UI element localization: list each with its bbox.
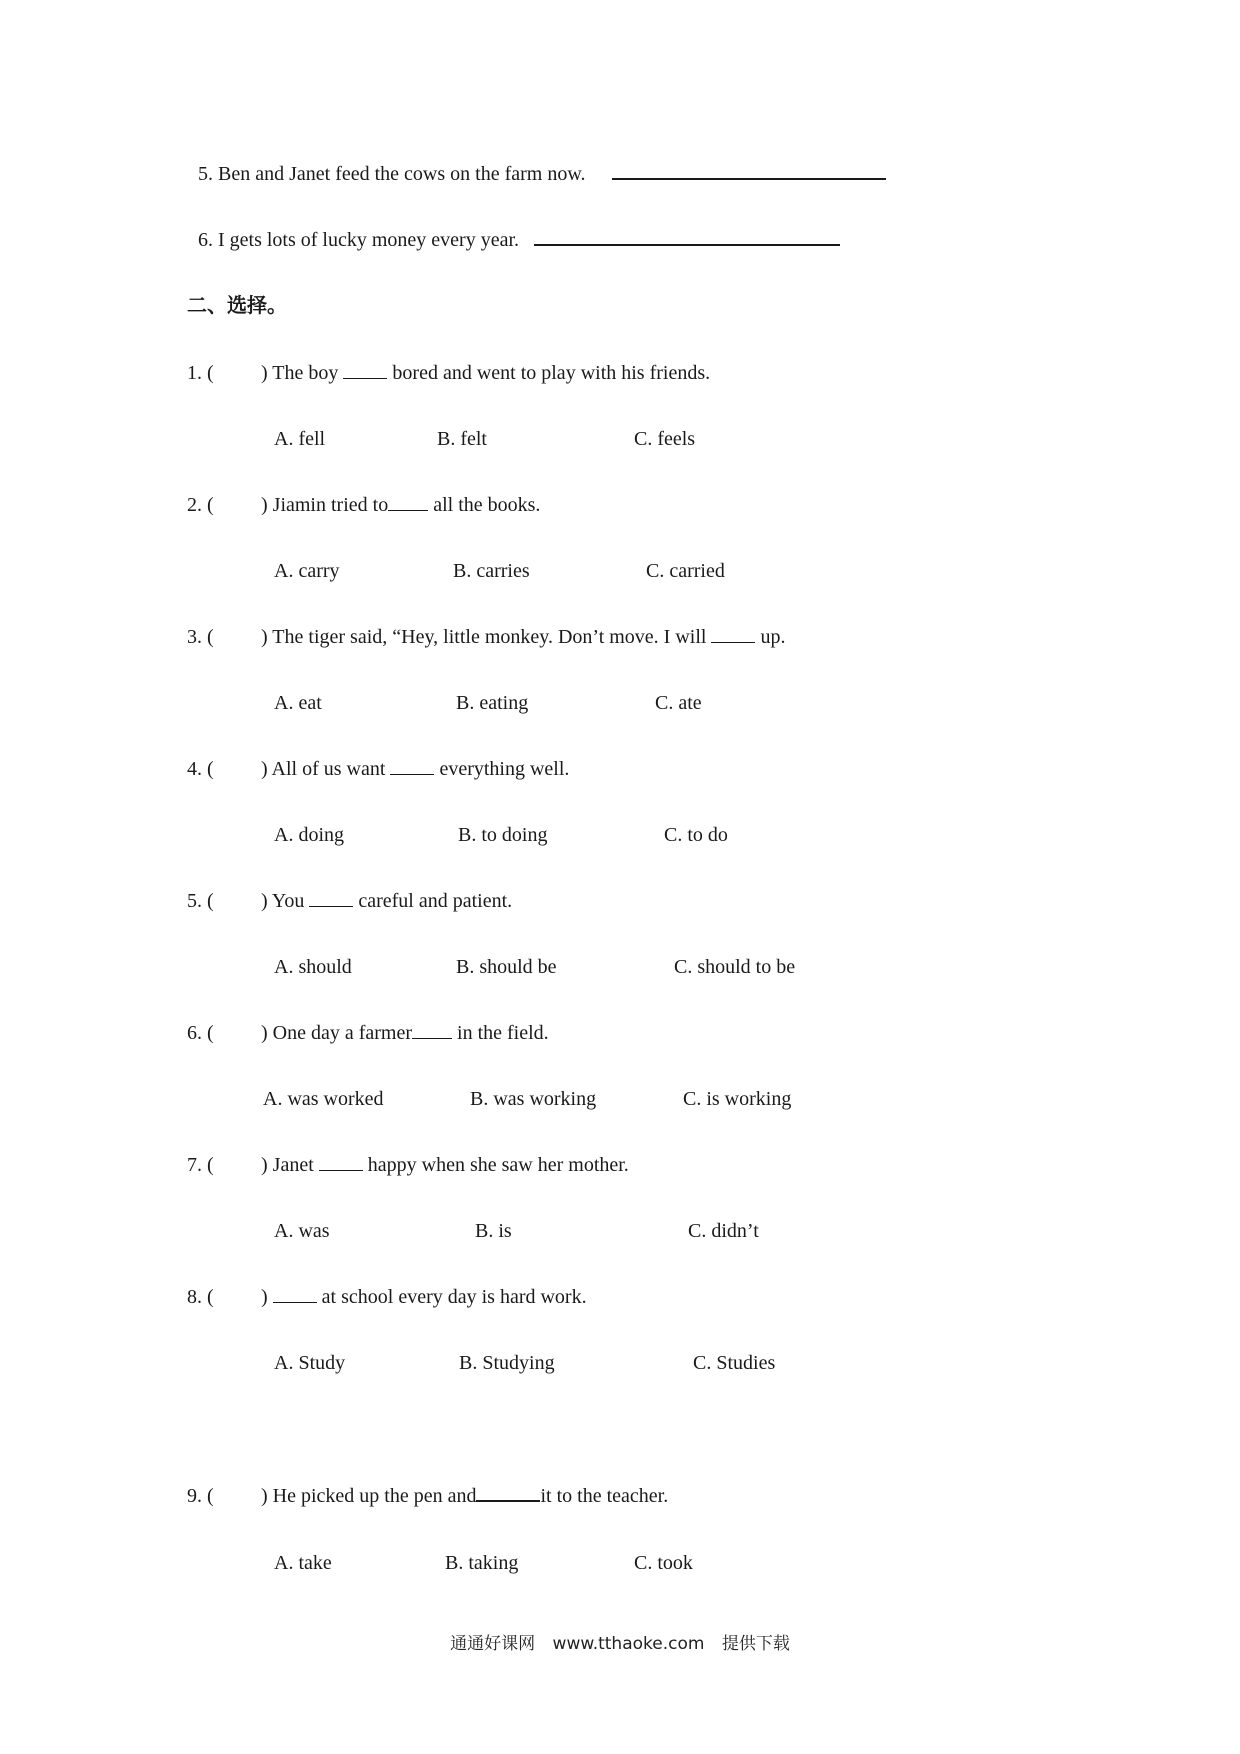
fill-blank[interactable]: [309, 905, 353, 907]
fill-blank[interactable]: [390, 773, 434, 775]
question-number: 6. (: [187, 1022, 214, 1044]
question-stem: ) He picked up the pen and: [261, 1485, 477, 1507]
question-number: 4. (: [187, 758, 214, 780]
footer-tagline: 提供下载: [721, 1634, 790, 1654]
question-stem-end: bored and went to play with his friends.: [392, 362, 711, 384]
option-a[interactable]: A. carry: [274, 560, 340, 582]
question-9: [187, 1484, 668, 1508]
option-c[interactable]: C. carried: [646, 560, 725, 582]
option-a[interactable]: A. Study: [274, 1352, 346, 1374]
option-a[interactable]: A. was worked: [263, 1088, 384, 1110]
question-number: 5. (: [187, 890, 214, 912]
question-stem-end: it to the teacher.: [540, 1485, 669, 1507]
fill-blank[interactable]: [711, 641, 755, 643]
question-number: 8. (: [187, 1286, 214, 1308]
fill-blank[interactable]: [343, 377, 387, 379]
option-c[interactable]: C. should to be: [674, 956, 796, 978]
option-c[interactable]: C. didn’t: [688, 1220, 759, 1242]
option-a[interactable]: A. doing: [274, 824, 344, 846]
question-number: 2. (: [187, 494, 214, 516]
footer-watermark: [0, 1632, 1240, 1656]
question-stem: ): [261, 1286, 268, 1308]
question-stem: ) All of us want: [261, 758, 386, 780]
option-c[interactable]: C. took: [634, 1552, 693, 1574]
option-b[interactable]: B. eating: [456, 692, 529, 714]
option-a[interactable]: A. was: [274, 1220, 330, 1242]
question-stem-end: up.: [760, 626, 786, 648]
option-a[interactable]: A. take: [274, 1552, 332, 1574]
fill-blank[interactable]: [273, 1301, 317, 1303]
question-stem-end: careful and patient.: [358, 890, 513, 912]
question-number: 7. (: [187, 1154, 214, 1176]
option-a[interactable]: A. eat: [274, 692, 322, 714]
question-stem: ) The tiger said, “Hey, little monkey. Don’t move. I will: [261, 626, 707, 648]
fill-blank[interactable]: [319, 1169, 363, 1171]
question-7: [187, 1153, 629, 1177]
option-b[interactable]: B. is: [475, 1220, 512, 1242]
option-c[interactable]: C. to do: [664, 824, 728, 846]
option-b[interactable]: B. was working: [470, 1088, 597, 1110]
question-stem-end: at school every day is hard work.: [321, 1286, 587, 1308]
question-8: [187, 1285, 587, 1309]
option-c[interactable]: C. is working: [683, 1088, 792, 1110]
question-2: [187, 493, 540, 517]
rewrite-item-text: 5. Ben and Janet feed the cows on the farm now.: [198, 163, 586, 185]
option-b[interactable]: B. taking: [445, 1552, 519, 1574]
fill-blank[interactable]: [388, 509, 428, 511]
option-a[interactable]: A. should: [274, 956, 352, 978]
fill-blank[interactable]: [476, 1499, 540, 1502]
question-stem: ) Jiamin tried to: [261, 494, 389, 516]
question-number: 1. (: [187, 362, 214, 384]
question-stem: ) The boy: [261, 362, 339, 384]
question-5: [187, 889, 512, 913]
option-a[interactable]: A. fell: [274, 428, 326, 450]
footer-site-name: 通通好课网: [450, 1634, 536, 1654]
question-1: [187, 361, 710, 385]
question-number: 3. (: [187, 626, 214, 648]
question-stem-end: all the books.: [433, 494, 541, 516]
rewrite-item-6: [198, 228, 840, 252]
option-c[interactable]: C. Studies: [693, 1352, 776, 1374]
question-stem: ) One day a farmer: [261, 1022, 413, 1044]
answer-blank[interactable]: [612, 177, 886, 180]
option-c[interactable]: C. feels: [634, 428, 696, 450]
option-b[interactable]: B. carries: [453, 560, 530, 582]
answer-blank[interactable]: [534, 243, 840, 246]
question-4: [187, 757, 569, 781]
option-b[interactable]: B. to doing: [458, 824, 548, 846]
rewrite-item-text: 6. I gets lots of lucky money every year.: [198, 229, 520, 251]
question-6: [187, 1021, 549, 1045]
question-stem-end: in the field.: [457, 1022, 549, 1044]
question-3: [187, 625, 785, 649]
rewrite-item-5: [198, 162, 886, 186]
question-stem-end: everything well.: [439, 758, 570, 780]
question-stem: ) You: [261, 890, 305, 912]
fill-blank[interactable]: [412, 1037, 452, 1039]
option-c[interactable]: C. ate: [655, 692, 702, 714]
option-b[interactable]: B. Studying: [459, 1352, 555, 1374]
question-number: 9. (: [187, 1485, 214, 1507]
question-stem-end: happy when she saw her mother.: [367, 1154, 629, 1176]
option-b[interactable]: B. felt: [437, 428, 487, 450]
footer-url[interactable]: www.tthaoke.com: [552, 1634, 705, 1654]
option-b[interactable]: B. should be: [456, 956, 557, 978]
question-stem: ) Janet: [261, 1154, 314, 1176]
section-heading: 二、选择。: [187, 293, 287, 317]
